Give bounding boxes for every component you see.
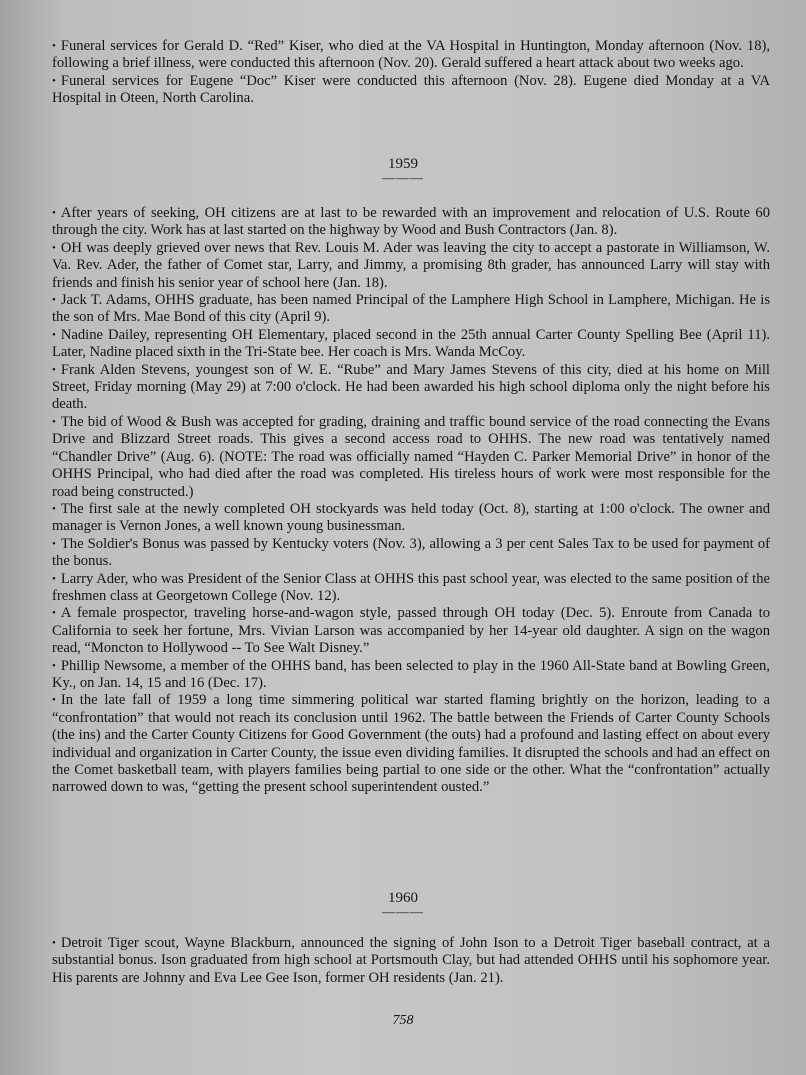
- list-item: [52, 240, 770, 292]
- bullet: •: [52, 294, 56, 307]
- items-1959: [52, 205, 770, 797]
- item-text: The bid of Wood & Bush was accepted for grading, draining and traffic bound service of the road connecting the Evans Drive and Blizzard Street roads. This gives a second access road to OHHS. The new road was tentatively named “Chandler Drive” (Aug. 6). (NOTE: The road was officially named “Hayden C. Parker Memorial Drive” in honor of the OHHS Principal, who had died after the road was completed. His tireless hours of work were most responsible for the road being constructed.): [52, 413, 770, 500]
- bullet: •: [52, 328, 56, 341]
- item-text: The first sale at the newly completed OH stockyards was held today (Oct. 8), starting at 1:00 o'clock. The owner and manager is Vernon Jones, a well known young businessman.: [52, 500, 770, 535]
- bullet: •: [52, 694, 56, 707]
- list-item: [52, 205, 770, 240]
- list-item: [52, 292, 770, 327]
- top-items: [52, 38, 770, 108]
- item-text: Frank Alden Stevens, youngest son of W. E. “Rube” and Mary James Stevens of this city, died at his home on Mill Street, Friday morning (May 29) at 7:00 o'clock. He had been awarded his high school diploma only the night before his death.: [52, 361, 770, 413]
- list-item: [52, 658, 770, 693]
- year-label: 1960: [388, 890, 418, 906]
- list-item: [52, 362, 770, 414]
- bullet: •: [52, 659, 56, 672]
- item-text: After years of seeking, OH citizens are at last to be rewarded with an improvement and relocation of U.S. Route 60 through the city. Work has at last started on the highway by Wood and Bush Contractors (Jan. 8).: [52, 205, 770, 239]
- year-heading-1960: [0, 889, 806, 917]
- year-divider: ———: [382, 170, 424, 185]
- list-item: [52, 692, 770, 796]
- page-number: 758: [392, 1013, 414, 1028]
- bullet: •: [52, 241, 56, 254]
- bullet: •: [52, 502, 56, 515]
- bullet: •: [52, 415, 56, 428]
- list-item: [52, 73, 770, 108]
- list-item: [52, 327, 770, 362]
- list-item: [52, 38, 770, 73]
- year-heading-1959: [0, 155, 806, 183]
- list-item: [52, 605, 770, 657]
- bullet: •: [52, 537, 56, 550]
- bullet: •: [52, 40, 56, 52]
- item-text: Funeral services for Gerald D. “Red” Kiser, who died at the VA Hospital in Huntington, Monday afternoon (Nov. 18), following a brief illness, were conducted this afternoon (Nov. 20). Gerald suffered a heart attack about two weeks ago.: [52, 38, 770, 72]
- list-item: [52, 935, 770, 987]
- item-text: OH was deeply grieved over news that Rev. Louis M. Ader was leaving the city to accept a pastorate in Williamson, W. Va. Rev. Ader, the father of Comet star, Larry, and Jimmy, a promising 8th grader, has announced Larry will stay with friends and finish his senior year of school here (Jan. 18).: [52, 239, 770, 291]
- bullet: •: [52, 363, 56, 376]
- list-item: [52, 501, 770, 536]
- year-label: 1959: [388, 156, 418, 172]
- bullet: •: [52, 207, 56, 219]
- item-text: Nadine Dailey, representing OH Elementary, placed second in the 25th annual Carter County Spelling Bee (April 11). Later, Nadine placed sixth in the Tri-State bee. Her coach is Mrs. Wanda McCoy.: [52, 326, 770, 361]
- bullet: •: [52, 607, 56, 620]
- item-text: Detroit Tiger scout, Wayne Blackburn, announced the signing of John Ison to a Detroit Tiger baseball contract, at a substantial bonus. Ison graduated from high school at Portsmouth Clay, but had attended OHHS until his sophomore year. His parents are Johnny and Eva Lee Gee Ison, former OH residents (Jan. 21).: [52, 935, 770, 986]
- list-item: [52, 414, 770, 501]
- item-text: Jack T. Adams, OHHS graduate, has been named Principal of the Lamphere High School in Lamphere, Michigan. He is the son of Mrs. Mae Bond of this city (April 9).: [52, 292, 770, 326]
- list-item: [52, 571, 770, 606]
- item-text: Larry Ader, who was President of the Senior Class at OHHS this past school year, was elected to the same position of the freshmen class at Georgetown College (Nov. 12).: [52, 570, 770, 604]
- item-text: In the late fall of 1959 a long time simmering political war started flaming brightly on the horizon, leading to a “confrontation” that would not reach its conclusion until 1962. The battle between the Friends of Carter County Schools (the ins) and the Carter County Citizens for Good Government (the outs) had a profound and lasting effect on about every individual and organization in Carter County, the issue even dividing families. It disrupted the schools and had an effect on the Comet basketball team, with players families being partial to one side or the other. What the “confrontation” actually narrowed down to was, “getting the present school superintendent ousted.”: [52, 692, 770, 796]
- list-item: [52, 536, 770, 571]
- year-divider: ———: [382, 904, 424, 919]
- bullet: •: [52, 572, 56, 585]
- item-text: Funeral services for Eugene “Doc” Kiser were conducted this afternoon (Nov. 28). Eugene died Monday at a VA Hospital in Oteen, North Carolina.: [52, 72, 770, 107]
- item-text: A female prospector, traveling horse-and-wagon style, passed through OH today (Dec. 5). Enroute from Canada to California to seek her fortune, Mrs. Vivian Larson was accompanied by her 14-year old daughter. A sign on the wagon read, “Moncton to Hollywood -- To See Walt Disney.”: [52, 605, 770, 657]
- item-text: Phillip Newsome, a member of the OHHS band, has been selected to play in the 1960 All-State band at Bowling Green, Ky., on Jan. 14, 15 and 16 (Dec. 17).: [52, 657, 770, 691]
- items-1960: [52, 935, 770, 987]
- item-text: The Soldier's Bonus was passed by Kentucky voters (Nov. 3), allowing a 3 per cent Sales Tax to be used for payment of the bonus.: [52, 535, 770, 570]
- bullet: •: [52, 74, 56, 87]
- bullet: •: [52, 937, 56, 949]
